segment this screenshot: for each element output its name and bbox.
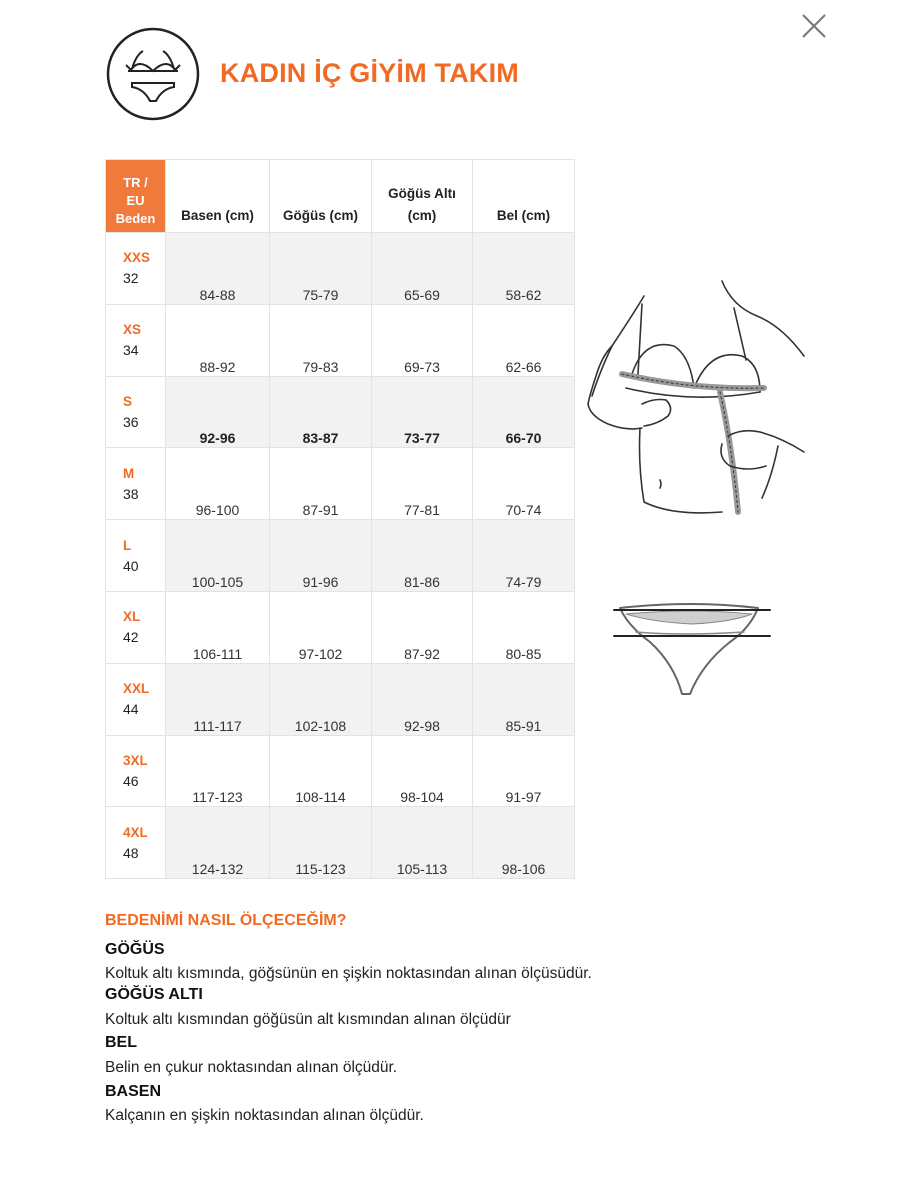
- brief-measurement-illustration: [612, 598, 772, 700]
- gogus-cell: 102-108: [270, 663, 372, 735]
- bel-cell: 70-74: [473, 448, 575, 520]
- basen-cell: 84-88: [166, 233, 270, 305]
- size-cell: XXL 44: [106, 663, 166, 735]
- guide-desc-basen: Kalçanın en şişkin noktasından alınan ölçüdür.: [105, 1107, 424, 1124]
- header-gogus-alti: Göğüs Altı (cm): [372, 160, 473, 233]
- table-row: [106, 520, 575, 592]
- bra-measurement-illustration: [582, 276, 812, 522]
- size-cell: XS 34: [106, 304, 166, 376]
- gogus-cell: 83-87: [270, 376, 372, 448]
- bel-cell: 85-91: [473, 663, 575, 735]
- gogus-cell: 79-83: [270, 304, 372, 376]
- guide-term-basen: BASEN: [105, 1083, 162, 1100]
- basen-cell: 117-123: [166, 735, 270, 807]
- basen-cell: 92-96: [166, 376, 270, 448]
- gogus-alti-cell: 92-98: [372, 663, 473, 735]
- guide-term-bel: BEL: [105, 1034, 137, 1051]
- table-header-row: [106, 160, 575, 233]
- table-row: [106, 807, 575, 879]
- size-cell: XXS 32: [106, 233, 166, 305]
- gogus-alti-cell: 87-92: [372, 591, 473, 663]
- guide-desc-gogus: Koltuk altı kısmında, göğsünün en şişkin noktasından alınan ölçüsüdür.: [105, 965, 592, 982]
- bel-cell: 66-70: [473, 376, 575, 448]
- gogus-cell: 75-79: [270, 233, 372, 305]
- guide-term-gogus-alti: GÖĞÜS ALTI: [105, 986, 203, 1003]
- size-cell: 3XL 46: [106, 735, 166, 807]
- bel-cell: 98-106: [473, 807, 575, 879]
- size-cell: L 40: [106, 520, 166, 592]
- gogus-alti-cell: 77-81: [372, 448, 473, 520]
- basen-cell: 96-100: [166, 448, 270, 520]
- basen-cell: 100-105: [166, 520, 270, 592]
- guide-title: BEDENİMİ NASIL ÖLÇECEĞİM?: [105, 912, 347, 929]
- bel-cell: 74-79: [473, 520, 575, 592]
- table-row: [106, 448, 575, 520]
- size-cell: M 38: [106, 448, 166, 520]
- guide-desc-bel: Belin en çukur noktasından alınan ölçüdür.: [105, 1059, 398, 1076]
- size-table: [105, 159, 575, 879]
- lingerie-icon: [106, 27, 200, 121]
- basen-cell: 124-132: [166, 807, 270, 879]
- gogus-cell: 108-114: [270, 735, 372, 807]
- gogus-alti-cell: 81-86: [372, 520, 473, 592]
- bel-cell: 58-62: [473, 233, 575, 305]
- bel-cell: 91-97: [473, 735, 575, 807]
- bel-cell: 80-85: [473, 591, 575, 663]
- header-bel: Bel (cm): [473, 160, 575, 233]
- basen-cell: 111-117: [166, 663, 270, 735]
- basen-cell: 88-92: [166, 304, 270, 376]
- gogus-alti-cell: 105-113: [372, 807, 473, 879]
- gogus-alti-cell: 65-69: [372, 233, 473, 305]
- page-title: KADIN İÇ GİYİM TAKIM: [220, 58, 519, 88]
- gogus-alti-cell: 73-77: [372, 376, 473, 448]
- guide-desc-gogus-alti: Koltuk altı kısmından göğüsün alt kısmından alınan ölçüdür: [105, 1011, 511, 1028]
- gogus-cell: 87-91: [270, 448, 372, 520]
- header-size: TR / EU Beden: [106, 160, 166, 233]
- size-cell: 4XL 48: [106, 807, 166, 879]
- gogus-cell: 97-102: [270, 591, 372, 663]
- gogus-cell: 91-96: [270, 520, 372, 592]
- table-row: [106, 304, 575, 376]
- close-icon: [800, 12, 828, 40]
- table-row: [106, 591, 575, 663]
- close-button[interactable]: [800, 12, 828, 40]
- guide-term-gogus: GÖĞÜS: [105, 941, 165, 958]
- header-basen: Basen (cm): [166, 160, 270, 233]
- header-gogus: Göğüs (cm): [270, 160, 372, 233]
- table-row: [106, 376, 575, 448]
- table-row: [106, 663, 575, 735]
- table-row: [106, 735, 575, 807]
- gogus-alti-cell: 69-73: [372, 304, 473, 376]
- gogus-alti-cell: 98-104: [372, 735, 473, 807]
- table-row: [106, 233, 575, 305]
- size-cell: S 36: [106, 376, 166, 448]
- gogus-cell: 115-123: [270, 807, 372, 879]
- bel-cell: 62-66: [473, 304, 575, 376]
- basen-cell: 106-111: [166, 591, 270, 663]
- size-cell: XL 42: [106, 591, 166, 663]
